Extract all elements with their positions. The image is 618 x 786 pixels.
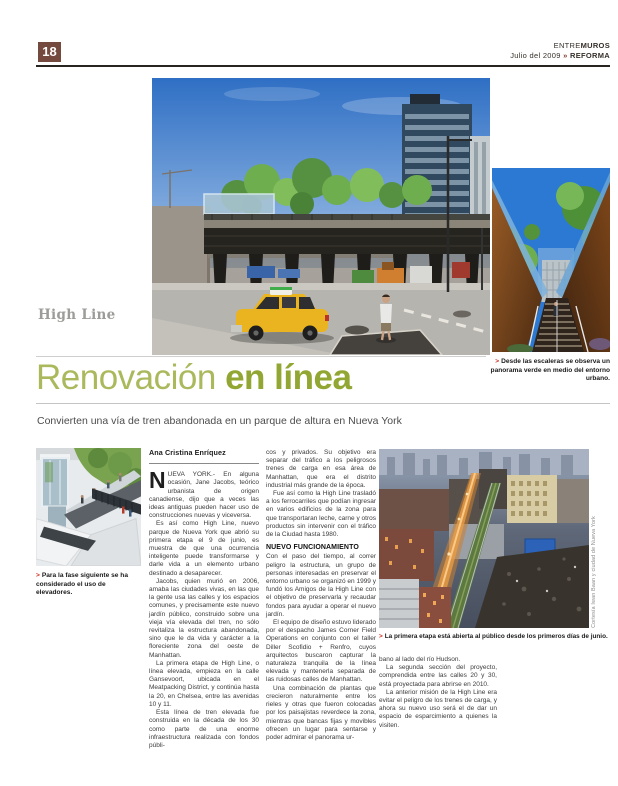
caption-text: Para la fase siguiente se ha considerado el uso de elevadores. [36, 572, 128, 597]
caption-text: Desde las escaleras se observa un panorama verde en medio del entorno urbano. [490, 358, 610, 383]
byline: Ana Cristina Enríquez [149, 448, 226, 457]
caption-arrow-icon: > [36, 572, 40, 579]
header-rule [36, 65, 610, 67]
paragraph: Con el paso del tiempo, al correr peligro la estructura, un grupo de personas interesadas en preservar el entorno urbano se organizó en 1999 y fundó los Amigos de la High Line con el objetivo de preservarla y recaudar fondos para ayudar a operar el nuevo jardín. [266, 553, 376, 618]
masthead-brand: REFORMA [569, 50, 610, 60]
section-crosshead: NUEVO FUNCIONAMIENTO [266, 544, 359, 552]
masthead-regular: ENTRE [553, 41, 581, 50]
photo-label: High Line [38, 307, 116, 323]
masthead [510, 41, 610, 60]
paragraph: cos y privados. Su objetivo era separar del tráfico a los peligrosos trenes de carga en esa área de Manhattan, que era el distrito industrial más grande de la época. [266, 449, 376, 489]
dropcap: N [149, 467, 166, 494]
caption-arrow-icon: > [379, 633, 383, 640]
article-column-3 [379, 656, 497, 730]
masthead-bold: MUROS [580, 41, 610, 50]
main-photo-highline-street [152, 78, 490, 355]
article-column-2 [266, 449, 376, 742]
sidebar-render-elevator [36, 448, 141, 566]
page-title [36, 358, 351, 398]
paragraph: Una combinación de plantas que crecieron naturalmente entre los rieles y otras que fueron colocadas por los paisajistas reverdece la zona, mientras que bancas fijas y movibles ofrecen un lugar para sentarse y poder admirar el panorama ur- [266, 684, 376, 741]
paragraph: La primera etapa de High Line, o línea elevada, empieza en la calle Gansevoort, ubicada en el Meatpacking District, y continúa hasta la 20, en Chelsea, entre las avenidas 10 y 11. [149, 659, 259, 708]
caption-text: La primera etapa está abierta al público desde los primeros días de junio. [384, 633, 608, 640]
deck-subheadline: Convierten una vía de tren abandonada en un parque de altura en Nueva York [37, 415, 402, 427]
paragraph: Fue así como la High Line trasladó a los ferrocarriles que podían ingresar en varios edificios de la zona para que transportaran leche, carne y otros productos sin intervenir con el tráfico de la Ciudad hasta 1980. [266, 490, 376, 539]
paragraph: NUEVA YORK.- En alguna ocasión, Jane Jacobs, teórico urbanista de origen canadiense, dijo que a veces las ideas antiguas pueden hacer uso de construcciones nuevas y viceversa. [149, 467, 259, 520]
headline-bold: en línea [225, 358, 352, 397]
paragraph: Jacobs, quien murió en 2006, amaba las ciudades vivas, en las que la gente usa las calles y los espacios comunes, y precisamente este nuevo jardín público, construido sobre una vieja vía elevada del tren, no sólo revitaliza la estructura abandonada, sino que le da vida y carácter a la floreciente zona del oeste de Manhattan. [149, 577, 259, 659]
masthead-separator: » [563, 50, 568, 60]
sidebar-caption [36, 572, 142, 598]
byline-block [149, 449, 259, 464]
paragraph: Esta línea de tren elevada fue construida en la década de los 30 como parte de una enorme infraestructura realizada con fondos públi- [149, 709, 259, 749]
article-column-1 [149, 449, 259, 750]
aerial-photo-caption [379, 633, 615, 642]
paragraph: El equipo de diseño estuvo liderado por el despacho James Corner Field Operations en conjunto con el taller Diller Scofidio + Renfro, cuyos arquitectos buscaron capturar la naturaleza tranquila de la línea elevada y mantenerla separada de las ruidosas calles de Manhattan. [266, 619, 376, 684]
rule-below-headline [36, 403, 610, 404]
aerial-photo-dusk [379, 449, 589, 628]
page-number-box: 18 [38, 42, 61, 62]
masthead-date: Julio del 2009 [510, 50, 561, 60]
paragraph: La anterior misión de la High Line era evitar el peligro de los trenes de carga, y ahora su nuevo uso será el de dar un espacio de esparcimiento a quienes la visiten. [379, 688, 497, 729]
paragraph: bano al lado del río Hudson. [379, 656, 461, 663]
photo-credit [591, 449, 601, 628]
caption-arrow-icon: > [495, 358, 500, 365]
photo-credit-text: Cortesía Iwan Baan y ciudad de Nueva York [591, 516, 597, 628]
rule-above-headline [36, 356, 486, 357]
stairs-photo-caption [482, 358, 610, 384]
side-photo-stairs [492, 168, 610, 352]
paragraph: La segunda sección del proyecto, comprendida entre las calles 20 y 30, está proyectada para abrirse en 2010. [379, 664, 497, 688]
masthead-dateline [510, 51, 610, 61]
masthead-title [510, 41, 610, 51]
paragraph: Es así como High Line, nuevo parque de Nueva York que abrió su primera etapa el 9 de junio, es muestra de que una ocurrencia inteligente puede transformarse y darle vida a un elemento urbano destinado a desaparecer. [149, 520, 259, 577]
headline-light: Renovación [36, 358, 216, 397]
